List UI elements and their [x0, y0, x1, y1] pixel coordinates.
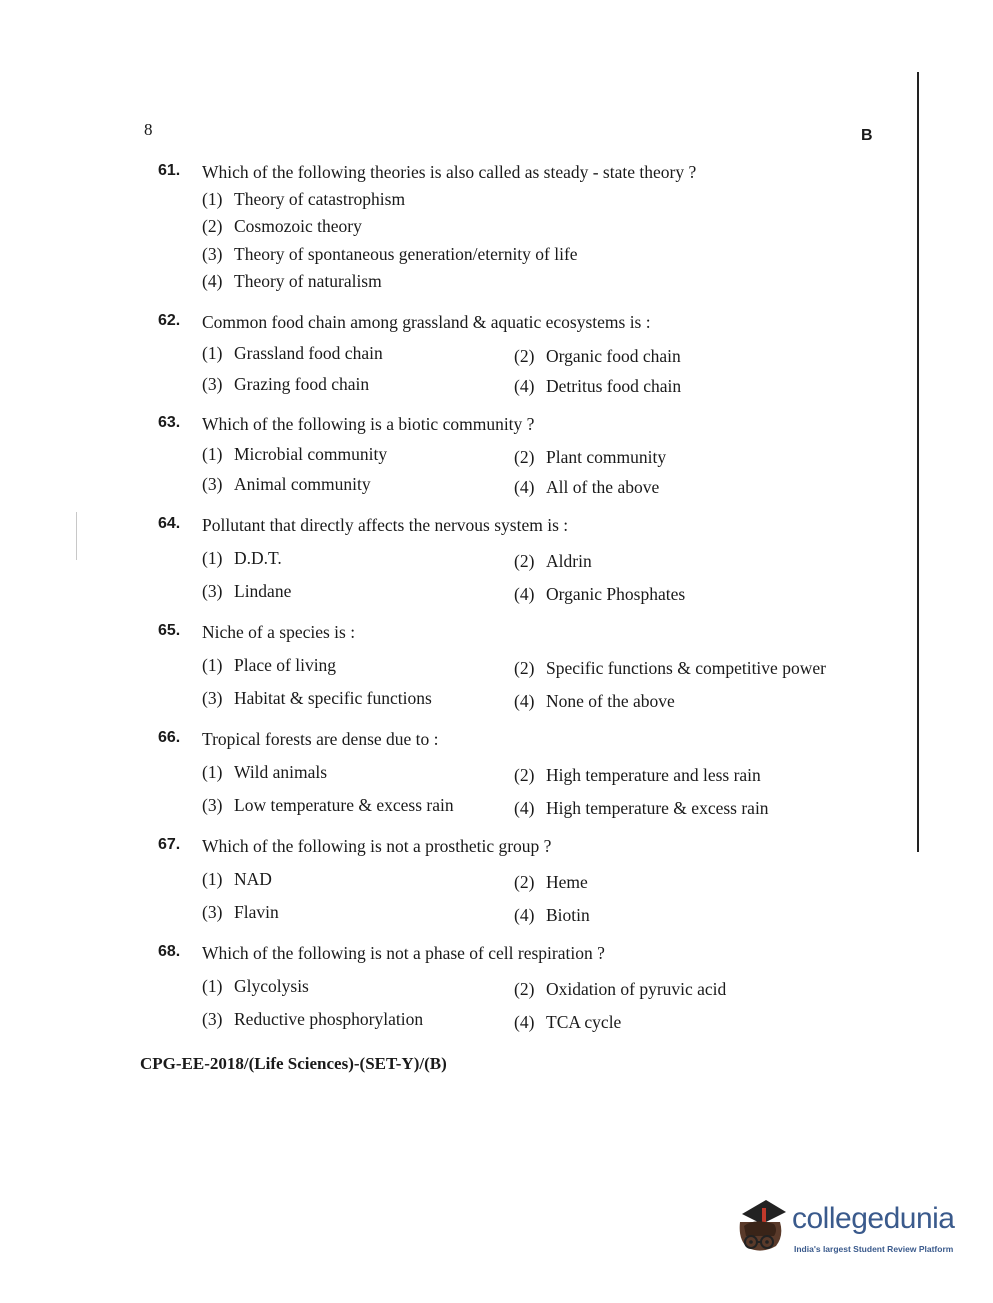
question-number: 67.: [158, 836, 181, 853]
option-1: (1) Microbial community: [202, 444, 388, 464]
brand-name: collegedunia: [792, 1202, 955, 1235]
option-2: (2) Plant community: [514, 447, 667, 467]
option-2: (2) Aldrin: [514, 551, 592, 571]
margin-rule: [917, 72, 919, 852]
option-2: (2) Heme: [514, 872, 588, 892]
option-1: (1) Theory of catastrophism: [202, 189, 406, 209]
question-text: Tropical forests are dense due to :: [202, 729, 439, 749]
option-3: (3) Animal community: [202, 474, 371, 494]
question-number: 61.: [158, 162, 181, 179]
page-number: 8: [144, 120, 153, 139]
option-2: (2) Oxidation of pyruvic acid: [514, 979, 727, 999]
question-number: 62.: [158, 312, 181, 329]
question-text: Which of the following theories is also called as steady - state theory ?: [202, 162, 697, 182]
option-2: (2) High temperature and less rain: [514, 765, 761, 785]
option-3: (3) Habitat & specific functions: [202, 688, 432, 708]
option-4: (4) High temperature & excess rain: [514, 798, 769, 818]
question-number: 66.: [158, 729, 181, 746]
option-1: (1) Grassland food chain: [202, 343, 383, 363]
question-number: 63.: [158, 414, 181, 431]
option-4: (4) Biotin: [514, 905, 590, 925]
option-1: (1) D.D.T.: [202, 548, 282, 568]
collegedunia-watermark: [734, 1196, 964, 1262]
option-4: (4) Organic Phosphates: [514, 584, 686, 604]
question-text: Pollutant that directly affects the nervous system is :: [202, 515, 569, 535]
question-number: 68.: [158, 943, 181, 960]
option-4: (4) Detritus food chain: [514, 376, 682, 396]
option-1: (1) NAD: [202, 869, 272, 889]
question-text: Which of the following is a biotic community ?: [202, 414, 535, 434]
option-3: (3) Reductive phosphorylation: [202, 1009, 424, 1029]
brand-tagline: India's largest Student Review Platform: [794, 1244, 954, 1254]
question-text: Which of the following is not a phase of cell respiration ?: [202, 943, 605, 963]
question-number: 65.: [158, 622, 181, 639]
collegedunia-mascot-icon: [734, 1196, 790, 1258]
option-2: (2) Specific functions & competitive power: [514, 658, 826, 678]
option-4: (4) TCA cycle: [514, 1012, 622, 1032]
option-2: (2) Cosmozoic theory: [202, 216, 362, 236]
option-3: (3) Flavin: [202, 902, 279, 922]
paper-code-footer: CPG-EE-2018/(Life Sciences)-(SET-Y)/(B): [140, 1054, 447, 1073]
option-4: (4) Theory of naturalism: [202, 271, 382, 291]
option-4: (4) All of the above: [514, 477, 660, 497]
option-3: (3) Low temperature & excess rain: [202, 795, 454, 815]
option-4: (4) None of the above: [514, 691, 675, 711]
question-text: Which of the following is not a prosthetic group ?: [202, 836, 552, 856]
option-3: (3) Grazing food chain: [202, 374, 370, 394]
option-1: (1) Place of living: [202, 655, 337, 675]
option-1: (1) Wild animals: [202, 762, 328, 782]
scan-mark: [76, 512, 77, 560]
option-3: (3) Theory of spontaneous generation/eternity of life: [202, 244, 578, 264]
option-3: (3) Lindane: [202, 581, 292, 601]
question-number: 64.: [158, 515, 181, 532]
option-2: (2) Organic food chain: [514, 346, 681, 366]
option-1: (1) Glycolysis: [202, 976, 309, 996]
set-letter: B: [861, 127, 873, 144]
question-text: Common food chain among grassland & aquatic ecosystems is :: [202, 312, 651, 332]
question-text: Niche of a species is :: [202, 622, 356, 642]
